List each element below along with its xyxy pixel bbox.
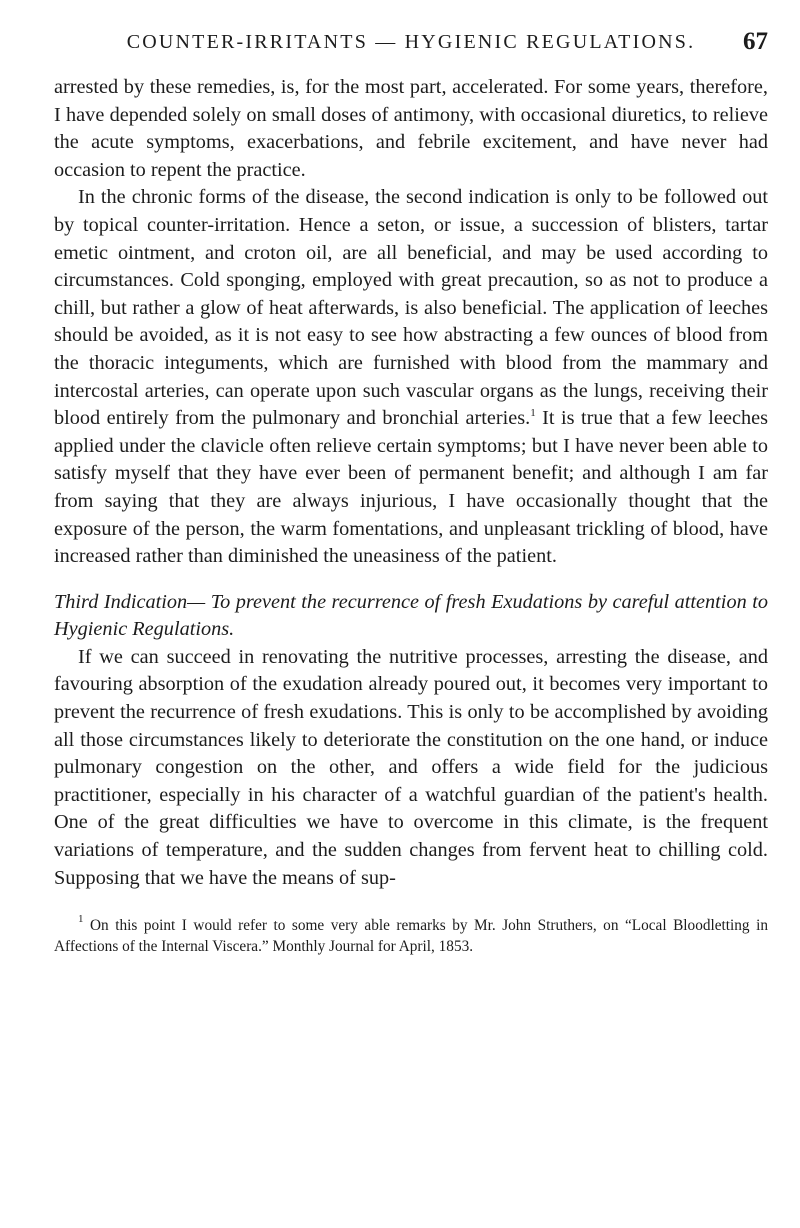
running-title: COUNTER-IRRITANTS — HYGIENIC REGULATIONS.	[126, 31, 696, 53]
paragraph-chronic-forms	[54, 184, 768, 570]
section-heading: Third Indication— To prevent the recurrence of fresh Exudations by careful attention to Hygienic Regulations.	[54, 590, 768, 641]
footnote-reference: 1	[530, 407, 536, 420]
book-page	[54, 22, 768, 957]
paragraph-third-indication: If we can succeed in renovating the nutritive processes, arresting the disease, and favouring absorption of the exudation already poured out, it becomes very important to prevent the recurrence of fresh exudations. This is only to be accomplished by avoiding all those circumstances likely to deteriorate the constitution on the one hand, or induce pulmonary congestion on the other, and offers a wide field for the judicious practitioner, especially in his character of a watchful guardian of the patient's health. One of the great difficulties we have to overcome in this climate, is the frequent variations of temperature, and the sudden changes from fervent heat to chilling cold. Supposing that we have the means of sup-	[54, 645, 768, 889]
page-number: 67	[743, 28, 768, 55]
body-text	[54, 74, 768, 892]
paragraph-continued: arrested by these remedies, is, for the most part, accelerated. For some years, therefore, I have depended solely on small doses of antimony, with occasional diuretics, to relieve the acute symptoms, exacerbations, and febrile excitement, and have never had occasion to repent the practice.	[54, 76, 768, 181]
running-head	[54, 22, 768, 62]
footnote-paragraph	[54, 913, 768, 957]
footnote-text: On this point I would refer to some very able remarks by Mr. John Struthers, on “Local Bloodletting in Affections of the Internal Viscera.” Monthly Journal for April, 1853.	[54, 917, 768, 955]
footnote-marker: 1	[78, 913, 84, 926]
section-gap	[54, 571, 768, 589]
paragraph-chronic-forms-continued: It is true that a few leeches applied under the clavicle often relieve certain symptoms; but I have never been able to satisfy myself that they have ever been of permanent benefit; and although I am far from saying that they are always injurious, I have occasionally thought that the exposure of the person, the warm fomentations, and unpleasant trickling of blood, have increased rather than diminished the uneasiness of the patient.	[54, 407, 768, 568]
footnote	[54, 913, 768, 957]
paragraph-chronic-forms-text: In the chronic forms of the disease, the second indication is only to be followed out by topical counter-irritation. Hence a seton, or issue, a succession of blisters, tartar emetic ointment, and croton oil, are all beneficial, and may be used according to circumstances. Cold sponging, employed with great precaution, so as not to produce a chill, but rather a glow of heat afterwards, is also beneficial. The application of leeches should be avoided, as it is not easy to see how abstracting a few ounces of blood from the thoracic integuments, which are furnished with blood from the mammary and intercostal arteries, can operate upon such vascular organs as the lungs, receiving their blood entirely from the pulmonary and bronchial arteries.	[54, 186, 768, 430]
